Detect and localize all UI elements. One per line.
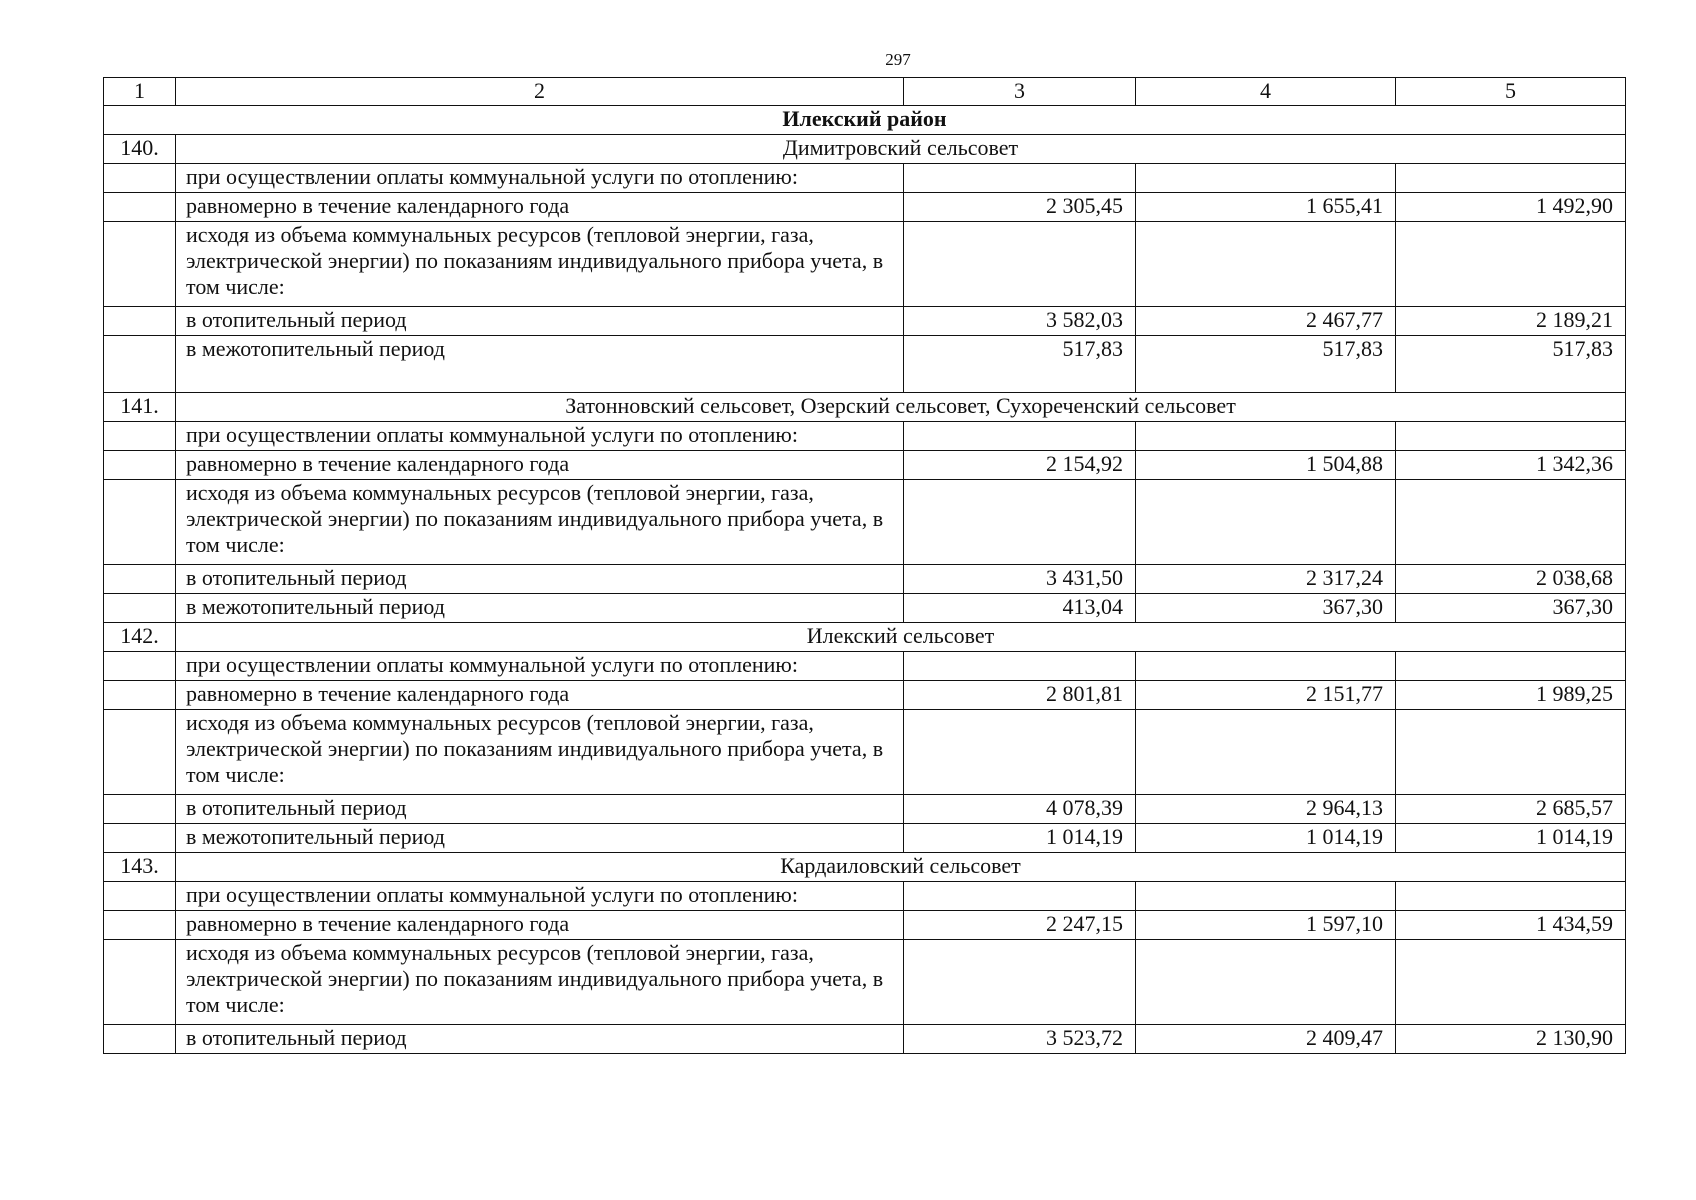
value-col3 (904, 422, 1136, 451)
value-col5 (1396, 710, 1626, 795)
row-number-cell (104, 480, 176, 565)
tariff-table (103, 77, 1626, 1054)
row-label: равномерно в течение календарного года (176, 681, 904, 710)
value-col3: 2 305,45 (904, 193, 1136, 222)
table-row (104, 193, 1626, 222)
row-label: в отопительный период (176, 1025, 904, 1054)
value-col3: 517,83 (904, 336, 1136, 393)
value-col4: 1 014,19 (1136, 824, 1396, 853)
row-label: в межотопительный период (176, 594, 904, 623)
row-label: равномерно в течение календарного года (176, 193, 904, 222)
section-name: Илекский сельсовет (176, 623, 1626, 652)
section-header-row (104, 853, 1626, 882)
section-number: 143. (104, 853, 176, 882)
table-row (104, 795, 1626, 824)
value-col4 (1136, 222, 1396, 307)
value-col3 (904, 710, 1136, 795)
row-number-cell (104, 422, 176, 451)
row-number-cell (104, 222, 176, 307)
row-label: при осуществлении оплаты коммунальной услуги по отоплению: (176, 422, 904, 451)
value-col3: 4 078,39 (904, 795, 1136, 824)
table-row (104, 422, 1626, 451)
table-row (104, 911, 1626, 940)
row-label: при осуществлении оплаты коммунальной услуги по отоплению: (176, 882, 904, 911)
value-col3 (904, 940, 1136, 1025)
value-col4 (1136, 882, 1396, 911)
value-col3: 3 582,03 (904, 307, 1136, 336)
value-col4: 367,30 (1136, 594, 1396, 623)
row-number-cell (104, 1025, 176, 1054)
row-label: исходя из объема коммунальных ресурсов (тепловой энергии, газа, электрической энергии) по показаниям индивидуального прибора учета, в том числе: (176, 222, 904, 307)
value-col4 (1136, 940, 1396, 1025)
table-row (104, 451, 1626, 480)
column-header: 2 (176, 78, 904, 106)
value-col5: 2 130,90 (1396, 1025, 1626, 1054)
value-col5: 1 989,25 (1396, 681, 1626, 710)
row-label: исходя из объема коммунальных ресурсов (тепловой энергии, газа, электрической энергии) по показаниям индивидуального прибора учета, в том числе: (176, 940, 904, 1025)
table-row (104, 882, 1626, 911)
row-number-cell (104, 882, 176, 911)
page-number: 297 (885, 50, 911, 69)
value-col4 (1136, 480, 1396, 565)
value-col5 (1396, 422, 1626, 451)
value-col4: 2 317,24 (1136, 565, 1396, 594)
table-row (104, 307, 1626, 336)
value-col5 (1396, 222, 1626, 307)
table-row (104, 336, 1626, 393)
section-header-row (104, 135, 1626, 164)
table-row (104, 480, 1626, 565)
row-number-cell (104, 710, 176, 795)
row-label: в межотопительный период (176, 336, 904, 393)
row-number-cell (104, 565, 176, 594)
row-label: в отопительный период (176, 795, 904, 824)
row-label: исходя из объема коммунальных ресурсов (тепловой энергии, газа, электрической энергии) по показаниям индивидуального прибора учета, в том числе: (176, 710, 904, 795)
value-col3 (904, 882, 1136, 911)
column-header: 4 (1136, 78, 1396, 106)
value-col4: 2 467,77 (1136, 307, 1396, 336)
value-col3 (904, 652, 1136, 681)
value-col5: 2 189,21 (1396, 307, 1626, 336)
row-number-cell (104, 307, 176, 336)
value-col5 (1396, 480, 1626, 565)
row-number-cell (104, 911, 176, 940)
table-row (104, 565, 1626, 594)
row-label: равномерно в течение календарного года (176, 911, 904, 940)
row-number-cell (104, 451, 176, 480)
row-label: в межотопительный период (176, 824, 904, 853)
value-col4: 1 504,88 (1136, 451, 1396, 480)
table-row (104, 594, 1626, 623)
column-header: 5 (1396, 78, 1626, 106)
table-row (104, 681, 1626, 710)
value-col5: 2 038,68 (1396, 565, 1626, 594)
value-col4 (1136, 422, 1396, 451)
section-header-row (104, 393, 1626, 422)
value-col5: 1 342,36 (1396, 451, 1626, 480)
value-col4: 2 964,13 (1136, 795, 1396, 824)
value-col3 (904, 480, 1136, 565)
value-col3: 3 431,50 (904, 565, 1136, 594)
value-col4: 2 409,47 (1136, 1025, 1396, 1054)
row-number-cell (104, 193, 176, 222)
value-col4: 1 655,41 (1136, 193, 1396, 222)
value-col5 (1396, 882, 1626, 911)
district-title: Илекский район (104, 106, 1626, 135)
value-col3: 2 801,81 (904, 681, 1136, 710)
table-row (104, 164, 1626, 193)
value-col5 (1396, 652, 1626, 681)
row-label: равномерно в течение календарного года (176, 451, 904, 480)
value-col5: 1 014,19 (1396, 824, 1626, 853)
value-col4 (1136, 710, 1396, 795)
section-number: 141. (104, 393, 176, 422)
row-number-cell (104, 681, 176, 710)
value-col3: 413,04 (904, 594, 1136, 623)
value-col3: 1 014,19 (904, 824, 1136, 853)
value-col5: 367,30 (1396, 594, 1626, 623)
row-label: в отопительный период (176, 565, 904, 594)
row-number-cell (104, 336, 176, 393)
value-col4: 2 151,77 (1136, 681, 1396, 710)
value-col5 (1396, 164, 1626, 193)
row-number-cell (104, 824, 176, 853)
value-col3: 3 523,72 (904, 1025, 1136, 1054)
table-row (104, 824, 1626, 853)
value-col5: 1 434,59 (1396, 911, 1626, 940)
column-header-row (104, 78, 1626, 106)
table-row (104, 652, 1626, 681)
value-col4 (1136, 164, 1396, 193)
row-number-cell (104, 940, 176, 1025)
district-row (104, 106, 1626, 135)
row-label: при осуществлении оплаты коммунальной услуги по отоплению: (176, 652, 904, 681)
section-name: Димитровский сельсовет (176, 135, 1626, 164)
value-col3 (904, 164, 1136, 193)
row-label: в отопительный период (176, 307, 904, 336)
table-row (104, 222, 1626, 307)
row-number-cell (104, 795, 176, 824)
value-col5: 1 492,90 (1396, 193, 1626, 222)
column-header: 1 (104, 78, 176, 106)
table-row (104, 1025, 1626, 1054)
section-number: 142. (104, 623, 176, 652)
value-col4: 517,83 (1136, 336, 1396, 393)
value-col4 (1136, 652, 1396, 681)
section-name: Затонновский сельсовет, Озерский сельсовет, Сухореченский сельсовет (176, 393, 1626, 422)
row-number-cell (104, 652, 176, 681)
value-col3 (904, 222, 1136, 307)
row-number-cell (104, 164, 176, 193)
row-label: при осуществлении оплаты коммунальной услуги по отоплению: (176, 164, 904, 193)
value-col5: 2 685,57 (1396, 795, 1626, 824)
table-row (104, 710, 1626, 795)
row-label: исходя из объема коммунальных ресурсов (тепловой энергии, газа, электрической энергии) по показаниям индивидуального прибора учета, в том числе: (176, 480, 904, 565)
section-header-row (104, 623, 1626, 652)
row-number-cell (104, 594, 176, 623)
value-col3: 2 247,15 (904, 911, 1136, 940)
column-header: 3 (904, 78, 1136, 106)
table-row (104, 940, 1626, 1025)
value-col5 (1396, 940, 1626, 1025)
value-col3: 2 154,92 (904, 451, 1136, 480)
section-name: Кардаиловский сельсовет (176, 853, 1626, 882)
value-col5: 517,83 (1396, 336, 1626, 393)
value-col4: 1 597,10 (1136, 911, 1396, 940)
section-number: 140. (104, 135, 176, 164)
